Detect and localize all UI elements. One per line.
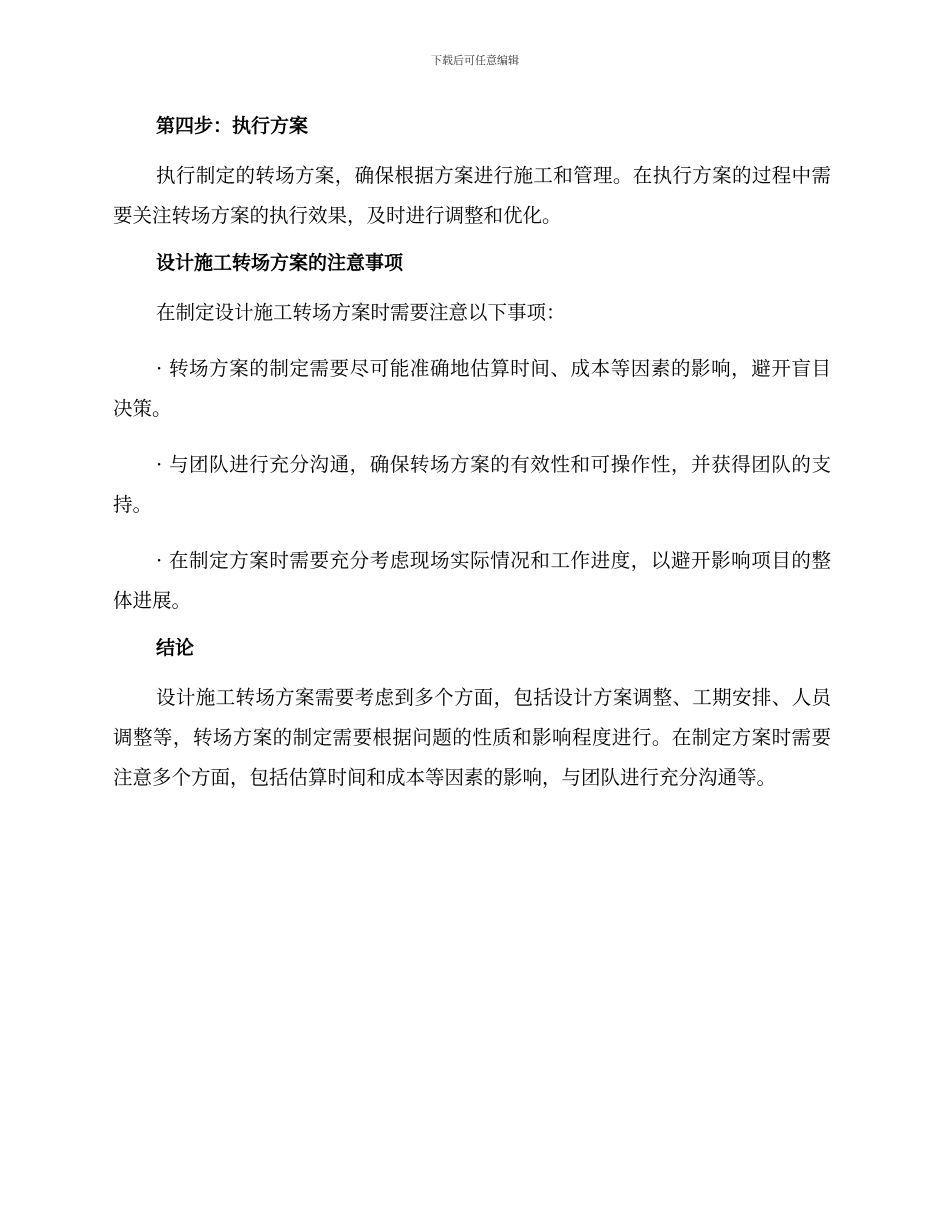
section-heading-conclusion: 结论 (156, 637, 195, 659)
section-heading-step-four: 第四步：执行方案 (156, 115, 309, 137)
page-header: 下载后可任意编辑 (431, 54, 519, 67)
section-heading-notes: 设计施工转场方案的注意事项 (156, 252, 404, 274)
bullet-item-communicate: · 与团队进行充分沟通，确保转场方案的有效性和可操作性，并获得团队的支持。 (113, 453, 831, 516)
document-body (113, 112, 831, 798)
paragraph-conclusion: 设计施工转场方案需要考虑到多个方面，包括设计方案调整、工期安排、人员调整等，转场方案的制定需要根据问题的性质和影响程度进行。在制定方案时需要注意多个方面，包括估算时间和成本等因素的影响，与团队进行充分沟通等。 (113, 686, 831, 789)
paragraph-notes-intro: 在制定设计施工转场方案时需要注意以下事项： (156, 301, 566, 324)
bullet-item-site-conditions: · 在制定方案时需要充分考虑现场实际情况和工作进度，以避开影响项目的整体进展。 (113, 549, 831, 612)
bullet-item-estimate: · 转场方案的制定需要尽可能准确地估算时间、成本等因素的影响，避开盲目决策。 (113, 357, 831, 420)
paragraph-execute-plan: 执行制定的转场方案，确保根据方案进行施工和管理。在执行方案的过程中需要关注转场方案的执行效果，及时进行调整和优化。 (113, 164, 831, 227)
